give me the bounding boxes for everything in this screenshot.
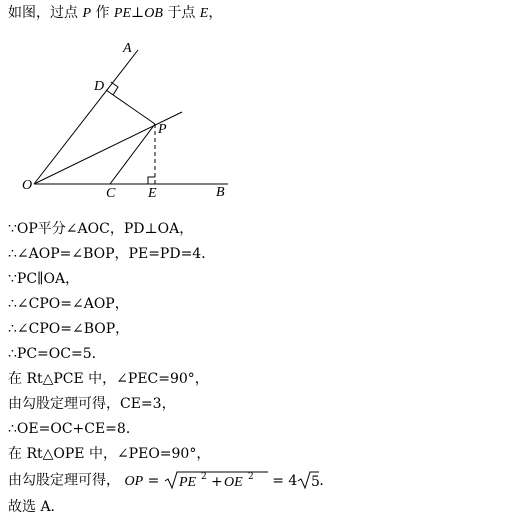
intro-text: 如图，过点 <box>8 5 78 21</box>
pythagoras-formula <box>124 470 333 491</box>
label-o: O <box>22 178 33 193</box>
solution-line-7: 在 Rt△PCE 中，∠PEC=90°， <box>8 371 209 387</box>
label-p: P <box>158 122 167 137</box>
solution-line-8: 由勾股定理可得，CE=3， <box>8 396 176 412</box>
formula-end: ． <box>319 473 334 489</box>
formula-oe: OE <box>223 475 243 490</box>
ray-oa-line <box>34 50 138 184</box>
geometry-figure <box>0 0 524 210</box>
formula-plus: + <box>210 474 223 490</box>
formula-intro: 由勾股定理可得， <box>8 472 120 489</box>
solution-line-5: ∴∠CPO=∠BOP， <box>8 321 130 337</box>
label-c: C <box>106 186 116 201</box>
solution-line-12: 故选 A． <box>8 499 65 515</box>
right-angle-e <box>148 177 155 184</box>
label-a: A <box>123 41 132 56</box>
solution-line-4: ∴∠CPO=∠AOP， <box>8 296 129 312</box>
intro-comma: ， <box>208 5 223 21</box>
label-e: E <box>148 186 157 201</box>
point-p: P <box>82 6 92 21</box>
label-b: B <box>216 185 225 200</box>
solution-line-10: 在 Rt△OPE 中，∠PEO=90°， <box>8 446 211 462</box>
point-e: E <box>199 6 209 21</box>
formula-rad: 5 <box>311 474 321 490</box>
segment-pc <box>110 124 155 184</box>
solution-line-11 <box>8 470 333 491</box>
solution-line-1: ∵OP平分∠AOC，PD⊥OA， <box>8 221 194 237</box>
solution-line-3: ∵PC∥OA， <box>8 271 80 287</box>
formula-coef: 4 <box>288 473 298 489</box>
formula-equals: = <box>147 473 160 489</box>
formula-pe: PE <box>178 475 196 490</box>
sqrt-result <box>297 470 319 490</box>
solution-line-6: ∴PC=OC=5． <box>8 346 106 362</box>
sqrt-expression <box>164 470 268 490</box>
intro-foot: 于点 <box>167 5 196 21</box>
label-d: D <box>94 79 105 94</box>
solution-line-9: ∴OE=OC+CE=8． <box>8 421 140 437</box>
segment-pe: PE <box>113 6 132 21</box>
formula-lhs: OP <box>124 474 144 489</box>
formula-exp-2: 2 <box>247 472 254 482</box>
ray-ob: OB <box>144 6 163 21</box>
solution-line-2: ∴∠AOP=∠BOP，PE=PD=4． <box>8 246 216 262</box>
formula-equals-2: = <box>272 473 284 489</box>
intro-verb: 作 <box>95 5 110 21</box>
perp-symbol: ⊥ <box>131 5 145 21</box>
formula-exp-1: 2 <box>200 472 207 482</box>
